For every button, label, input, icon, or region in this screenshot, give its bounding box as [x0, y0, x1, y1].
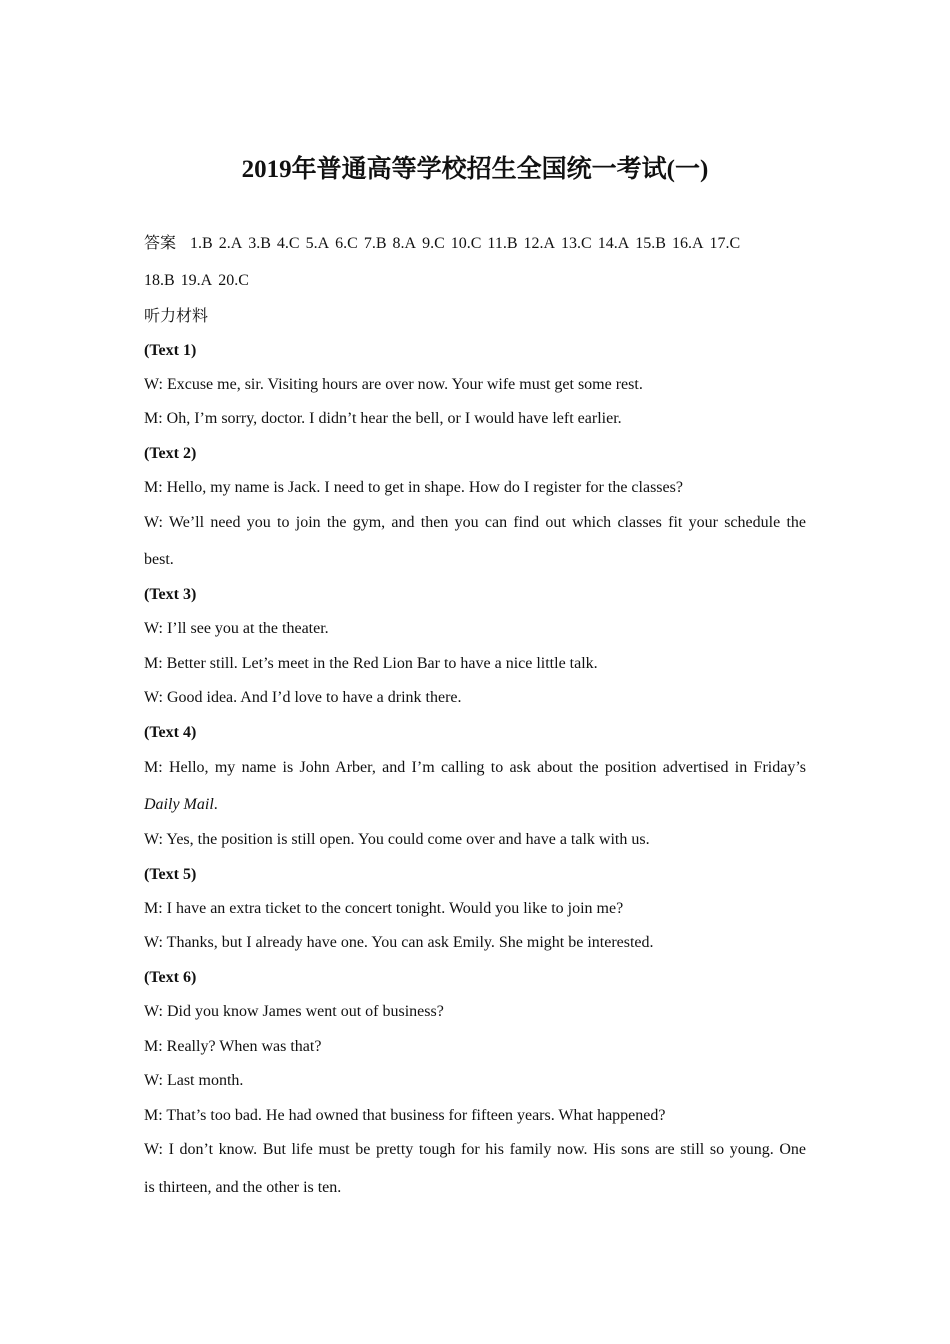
- dialogue-line: M: Really? When was that?: [144, 1038, 322, 1055]
- answer-item: 17.C: [709, 235, 741, 252]
- answer-item: 5.A: [305, 235, 330, 252]
- answer-item: 13.C: [561, 235, 592, 252]
- answer-item: 20.C: [218, 272, 249, 289]
- dialogue-line: W: I don’t know. But life must be pretty tough for his family now. His sons are still so young. One: [144, 1141, 806, 1158]
- dialogue-line: W: I’ll see you at the theater.: [144, 620, 329, 637]
- answer-item: 1.B: [190, 235, 213, 252]
- answer-item: 9.C: [422, 235, 445, 252]
- dialogue-line: W: Excuse me, sir. Visiting hours are over now. Your wife must get some rest.: [144, 376, 643, 393]
- dialogue-line: M: Oh, I’m sorry, doctor. I didn’t hear the bell, or I would have left earlier.: [144, 410, 622, 427]
- dialogue-line: M: That’s too bad. He had owned that business for fifteen years. What happened?: [144, 1107, 666, 1124]
- answer-item: 3.B: [248, 235, 271, 252]
- dialogue-line: M: Better still. Let’s meet in the Red Lion Bar to have a nice little talk.: [144, 655, 598, 672]
- text-heading: (Text 2): [144, 445, 197, 462]
- dialogue-line: W: We’ll need you to join the gym, and then you can find out which classes fit your schedule the: [144, 514, 806, 531]
- page-title: 2019年普通高等学校招生全国统一考试(一): [241, 156, 709, 183]
- text-heading: (Text 5): [144, 866, 197, 883]
- dialogue-line-continued: is thirteen, and the other is ten.: [144, 1179, 342, 1196]
- answer-item: 18.B: [144, 272, 175, 289]
- answer-item: 10.C: [450, 235, 482, 252]
- dialogue-line: W: Yes, the position is still open. You could come over and have a talk with us.: [144, 831, 650, 848]
- dialogue-line: W: Last month.: [144, 1072, 244, 1089]
- answer-item: 11.B: [487, 235, 518, 252]
- dialogue-line: W: Good idea. And I’d love to have a drink there.: [144, 689, 462, 706]
- answer-line-1: [144, 234, 746, 254]
- answer-item: 19.A: [180, 272, 213, 289]
- answer-item: 8.A: [392, 235, 417, 252]
- dialogue-line: W: Did you know James went out of business?: [144, 1003, 444, 1020]
- answer-item: 6.C: [335, 235, 358, 252]
- dialogue-line: M: I have an extra ticket to the concert tonight. Would you like to join me?: [144, 900, 624, 917]
- dialogue-line: M: Hello, my name is Jack. I need to get in shape. How do I register for the classes?: [144, 479, 683, 496]
- section-heading: 听力材料: [144, 308, 209, 325]
- answer-line-2: [144, 271, 255, 291]
- answer-item: 2.A: [218, 235, 243, 252]
- answer-item: 16.A: [671, 235, 704, 252]
- answer-item: 14.A: [597, 235, 630, 252]
- text-heading: (Text 1): [144, 342, 197, 359]
- answer-label: 答案: [144, 235, 177, 252]
- answer-item: 12.A: [523, 235, 556, 252]
- text-heading: (Text 3): [144, 586, 197, 603]
- answer-item: 15.B: [635, 235, 666, 252]
- text-heading: (Text 6): [144, 969, 197, 986]
- answer-item: 7.B: [363, 235, 387, 252]
- text-heading: (Text 4): [144, 724, 197, 741]
- newspaper-name: Daily Mail: [144, 796, 214, 813]
- dialogue-line-continued: [144, 795, 218, 815]
- sentence-end: .: [213, 796, 218, 813]
- dialogue-line: M: Hello, my name is John Arber, and I’m calling to ask about the position advertised in Friday’s: [144, 759, 806, 776]
- dialogue-line-continued: best.: [144, 551, 174, 568]
- answer-item: 4.C: [276, 235, 300, 252]
- dialogue-line: W: Thanks, but I already have one. You can ask Emily. She might be interested.: [144, 934, 654, 951]
